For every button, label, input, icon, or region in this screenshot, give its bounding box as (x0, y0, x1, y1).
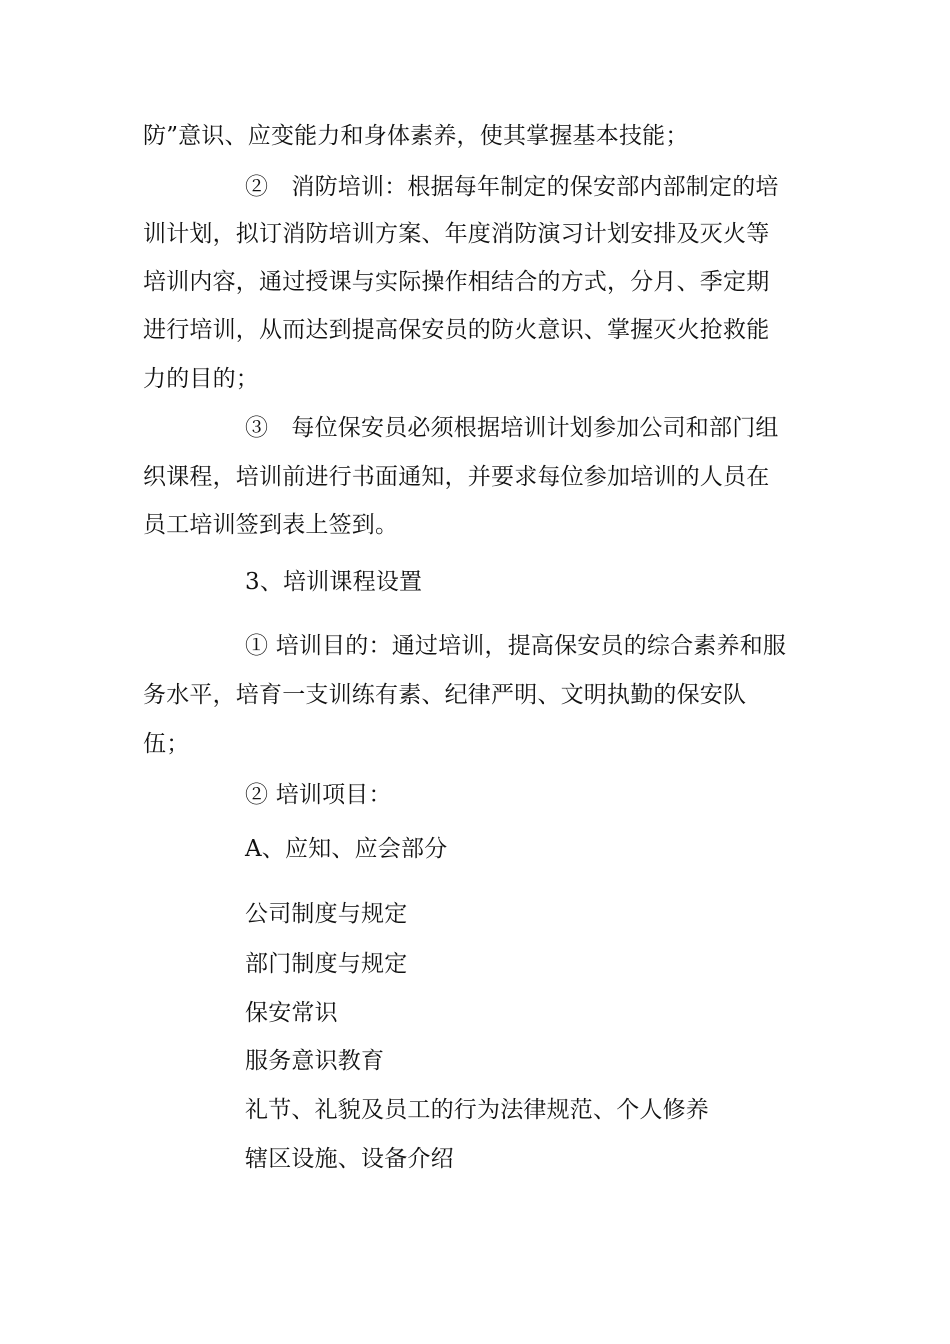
list-item: 服务意识教育 (245, 1048, 385, 1074)
list-item: 公司制度与规定 (245, 901, 408, 927)
list-item: 保安常识 (245, 1000, 338, 1026)
paragraph-line: 防”意识、应变能力和身体素养，使其掌握基本技能； (143, 123, 689, 149)
paragraph-line: ② 培训项目： (245, 782, 392, 808)
section-heading: 3、培训课程设置 (245, 569, 423, 595)
paragraph-line: ③ 每位保安员必须根据培训计划参加公司和部门组 (245, 415, 779, 441)
paragraph-line: 力的目的； (143, 366, 259, 392)
paragraph-line: 员工培训签到表上签到。 (143, 512, 399, 538)
paragraph-line: 训计划，拟订消防培训方案、年度消防演习计划安排及灭火等 (143, 221, 770, 247)
paragraph-line: 伍； (143, 731, 190, 757)
subheading: A、应知、应会部分 (245, 836, 448, 862)
paragraph-line: 进行培训，从而达到提高保安员的防火意识、掌握灭火抢救能 (143, 317, 770, 343)
paragraph-line: ① 培训目的：通过培训，提高保安员的综合素养和服 (245, 633, 787, 659)
list-item: 辖区设施、设备介绍 (245, 1146, 454, 1172)
paragraph-line: 培训内容，通过授课与实际操作相结合的方式，分月、季定期 (143, 269, 770, 295)
list-item: 部门制度与规定 (245, 951, 408, 977)
paragraph-line: 织课程，培训前进行书面通知，并要求每位参加培训的人员在 (143, 464, 770, 490)
list-item: 礼节、礼貌及员工的行为法律规范、个人修养 (245, 1097, 709, 1123)
paragraph-line: 务水平，培育一支训练有素、纪律严明、文明执勤的保安队 (143, 682, 747, 708)
paragraph-line: ② 消防培训：根据每年制定的保安部内部制定的培 (245, 174, 779, 200)
